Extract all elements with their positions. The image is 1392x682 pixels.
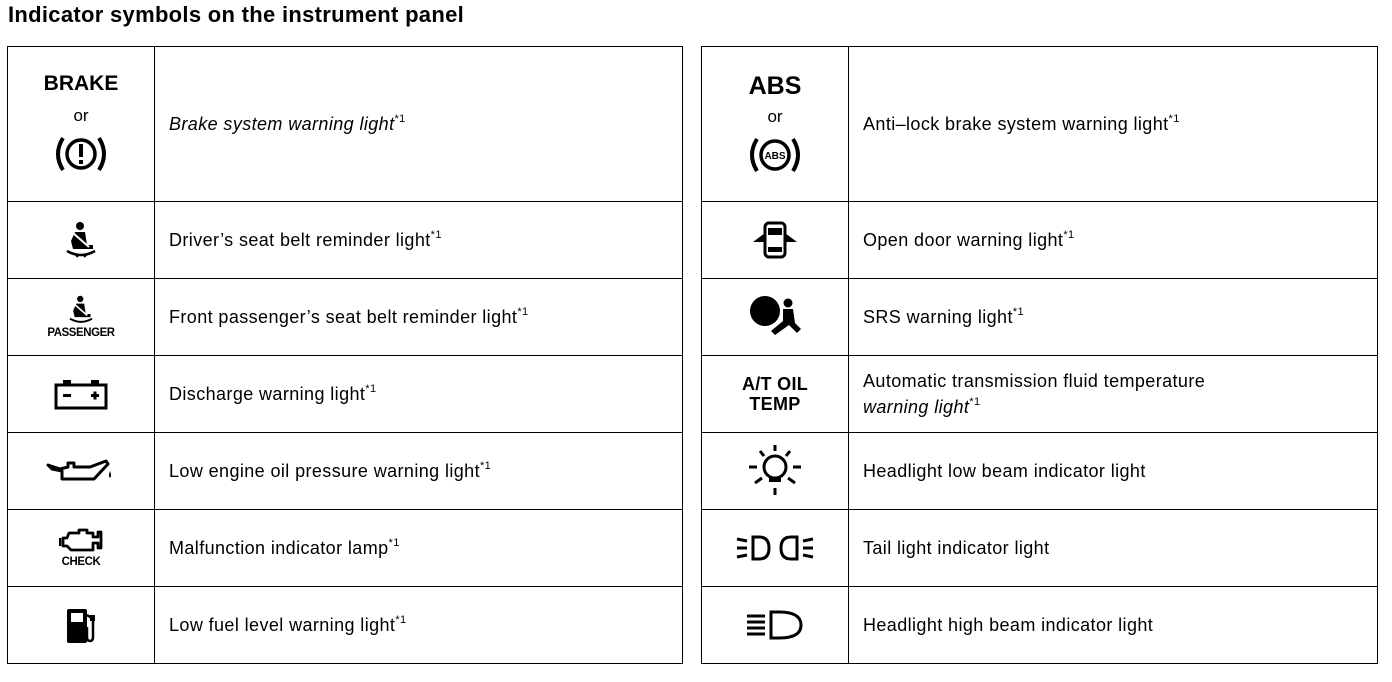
icon-cell [8,202,155,279]
page-title: Indicator symbols on the instrument panel [8,2,465,27]
description-text: Headlight high beam indicator light [863,615,1154,635]
description-cell [155,202,683,279]
icon-cell [8,510,155,587]
abs-warning-icon [743,133,807,177]
icon-cell [702,47,849,202]
description-text: Discharge warning light [169,384,366,404]
icon-cell [702,587,849,664]
footnote-mark: *1 [388,537,400,549]
driver-seatbelt-icon [63,221,99,259]
description-cell [849,47,1378,202]
footnote-mark: *1 [430,229,442,241]
fuel-pump-icon [63,605,99,645]
table-row [8,47,683,202]
description-text: Tail light indicator light [863,538,1050,558]
low-beam-icon [743,443,807,499]
table-row [8,279,683,356]
brake-warning-icon [49,132,113,176]
description-text-line2: warning light [863,397,970,417]
open-door-icon [749,220,801,260]
tail-light-icon [733,531,817,565]
description-cell [849,587,1378,664]
description-cell [155,433,683,510]
description-text: SRS warning light [863,307,1013,327]
description-cell [155,47,683,202]
check-label: CHECK [61,554,101,568]
battery-icon [53,378,109,410]
description-text: Front passenger’s seat belt reminder light [169,307,518,327]
icon-cell [8,279,155,356]
description-text: Automatic transmission fluid temperature [863,371,1206,391]
or-label: or [73,106,89,125]
table-row [702,356,1378,433]
description-cell [849,356,1378,433]
icon-cell [702,510,849,587]
footnote-mark: *1 [969,396,981,408]
high-beam-icon [743,608,807,642]
description-text: Headlight low beam indicator light [863,461,1146,481]
icon-cell [702,356,849,433]
description-text: Low engine oil pressure warning light [169,461,480,481]
icon-cell [702,433,849,510]
footnote-mark: *1 [479,460,492,472]
table-row [8,202,683,279]
indicator-table-left [7,46,683,664]
footnote-mark: *1 [365,383,377,395]
icon-cell [8,47,155,202]
icon-cell [8,356,155,433]
description-cell [155,356,683,433]
table-row [702,47,1378,202]
temp-label: TEMP [749,394,801,414]
table-row [8,587,683,664]
abs-label: ABS [748,71,802,100]
description-text: Malfunction indicator lamp [169,538,389,558]
table-row [8,510,683,587]
footnote-mark: *1 [1168,113,1180,125]
oil-can-icon [46,457,116,485]
footnote-mark: *1 [1063,229,1075,241]
table-row [702,433,1378,510]
table-row [702,510,1378,587]
description-cell [849,202,1378,279]
brake-label: BRAKE [43,72,119,95]
icon-cell [8,587,155,664]
description-text: Low fuel level warning light [169,615,396,635]
description-cell [155,279,683,356]
icon-cell [702,279,849,356]
footnote-mark: *1 [395,614,407,626]
description-cell [849,433,1378,510]
at-oil-label: A/T OIL [741,374,809,394]
table-row [702,202,1378,279]
icon-cell [702,202,849,279]
footnote-mark: *1 [517,306,529,318]
description-cell [849,279,1378,356]
icon-cell [8,433,155,510]
passenger-label: PASSENGER [47,325,115,339]
description-text: Brake system warning light [169,114,395,134]
description-cell [155,587,683,664]
indicator-table-right [701,46,1378,664]
footnote-mark: *1 [1012,306,1025,318]
description-cell [849,510,1378,587]
description-text: Anti–lock brake system warning light [863,114,1169,134]
table-row [8,356,683,433]
srs-airbag-icon [745,293,805,341]
description-text: Driver’s seat belt reminder light [169,230,431,250]
check-engine-icon [59,528,103,554]
description-cell [155,510,683,587]
footnote-mark: *1 [394,113,406,125]
passenger-seatbelt-icon [66,295,96,325]
description-text: Open door warning light [863,230,1064,250]
or-label: or [767,106,783,126]
abs-inner-label: ABS [764,150,786,162]
table-row [702,279,1378,356]
table-row [8,433,683,510]
table-row [702,587,1378,664]
